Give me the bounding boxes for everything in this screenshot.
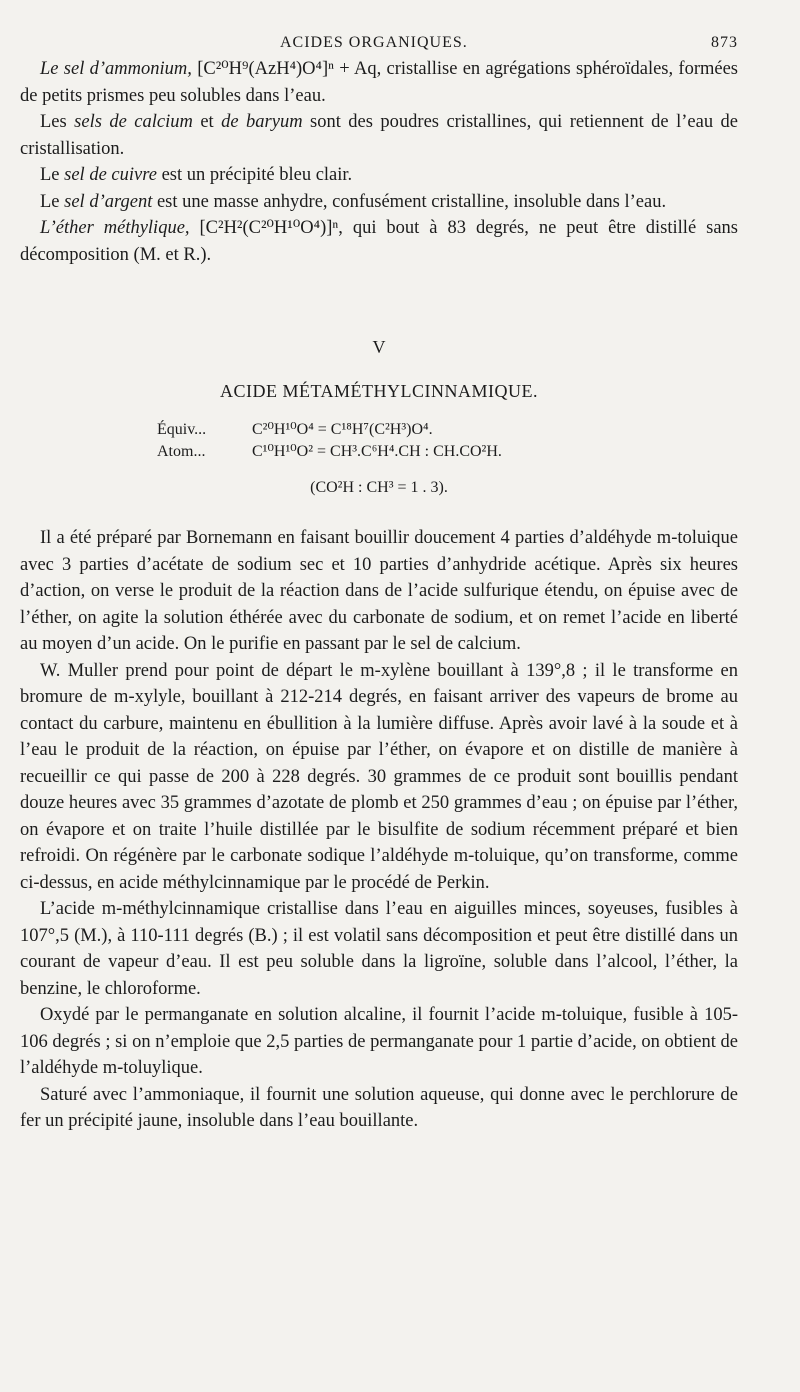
italic-lead: sel de cuivre [64,165,157,185]
paragraph-text: [C²H²(C²⁰H¹⁰O⁴)]ⁿ, qui bout à 83 degrés, ne peut être distillé sans décomposition (M. et R.). [20,218,738,265]
paragraph-properties: L’acide m-méthylcinnamique cristallise dans l’eau en aiguilles minces, soyeuses, fusibles à 107°,5 (M.), à 110-111 degrés (B.) ; il est volatil sans décomposition et peut être distillé dans un courant de vapeur d’eau. Il est peu soluble dans la ligroïne, soluble dans l’alcool, l’éther, la benzine, le chloroforme. [20,899,738,999]
equiv-formula: C²⁰H¹⁰O⁴ = C¹⁸H⁷(C²H³)O⁴. [252,420,433,438]
section-number: V [372,337,386,357]
document-page [20,30,738,1135]
paragraph-silver-salt [20,189,738,216]
paragraph-ammonia: Saturé avec l’ammoniaque, il fournit une solution aqueuse, qui donne avec le perchlorure de fer un précipité jaune, insoluble dans l’eau bouillante. [20,1084,738,1131]
paragraph-copper-salt [20,162,738,189]
paragraph-methyl-ether [20,215,738,268]
paragraph-text: [C²⁰H⁹(AzH⁴)O⁴]ⁿ + Aq, cristallise en agrégations sphéroïdales, formées de petits prismes peu solubles dans l’eau. [20,59,738,106]
section-title: ACIDE MÉTAMÉTHYLCINNAMIQUE. [219,381,539,401]
equiv-formula-line [157,419,738,441]
equiv-label: Équiv... [157,420,207,438]
italic-lead: sel d’argent [64,191,153,212]
position-ratio: (CO²H : CH³ = 1 . 3). [310,478,448,496]
italic-lead: Le sel d’ammonium, [40,59,192,79]
atom-formula: C¹⁰H¹⁰O² = CH³.C⁶H⁴.CH : CH.CO²H. [252,442,502,460]
atom-formula-line [157,441,738,463]
paragraph-preparation-muller: W. Muller prend pour point de départ le m-xylène bouillant à 139°,8 ; il le transforme en bromure de m-xylyle, bouillant à 212-214 degrés, en faisant arriver des vapeurs de brome au contact du carbure, maintenu en ébullition à la lumière diffuse. Après avoir lavé à la soude et à l’eau le produit de la réaction, on épuise par l’éther, on évapore et on distille de manière à recueillir ce qui passe de 200 à 228 degrés. 30 grammes de ce produit sont bouillis pendant douze heures avec 35 grammes d’azotate de plomb et 250 grammes d’eau ; on épuise par l’éther, on évapore et on traite l’huile distillée par le bisulfite de sodium récemment préparé et bien refroidi. On régénère par le carbonate sodique l’aldéhyde m-toluique, qu’on transforme, comme ci-dessus, en acide méthylcinnamique par le procédé de Perkin. [20,660,738,893]
paragraph-text: sont des poudres cristallines, qui retiennent de l’eau de cristallisation. [20,112,738,159]
paragraph-preparation-bornemann: Il a été préparé par Bornemann en faisant bouillir doucement 4 parties d’aldéhyde m-toluique avec 3 parties d’acétate de sodium sec et 10 parties d’anhydride acétique. Après six heures d’action, on verse le produit de la réaction dans de l’acide sulfurique étendu, on épuise avec de l’éther, on agite la solution éthérée avec du carbonate de sodium, et on remet l’acide en liberté au moyen d’un acide. On le purifie en passant par le sel de calcium. [20,528,738,654]
italic-lead: sels de calcium [74,112,193,132]
paragraph-text: est une masse anhydre, confusément cristalline, insoluble dans l’eau. [152,191,667,212]
paragraph-oxidation: Oxydé par le permanganate en solution alcaline, il fournit l’acide m-toluique, fusible à 105-106 degrés ; si on n’emploie que 2,5 parties de permanganate pour 1 partie d’acide, on obtient de l’aldéhyde m-toluylique. [20,1005,738,1078]
paragraph-ammonium-salt [20,56,738,109]
paragraph-calcium-barium-salts [20,109,738,162]
lead-text: Les [40,112,75,132]
italic-lead: L’éther méthylique, [40,218,190,238]
lead-text: Le [40,165,65,185]
page-number: 873 [711,34,738,51]
formula-block [157,419,738,463]
running-title: ACIDES ORGANIQUES. [280,34,468,51]
mid-text: et [192,112,222,132]
italic-mid: de baryum [221,112,303,132]
paragraph-text: est un précipité bleu clair. [156,165,353,185]
atom-label: Atom... [157,442,206,460]
page-header [20,30,738,56]
lead-text: Le [40,191,65,212]
